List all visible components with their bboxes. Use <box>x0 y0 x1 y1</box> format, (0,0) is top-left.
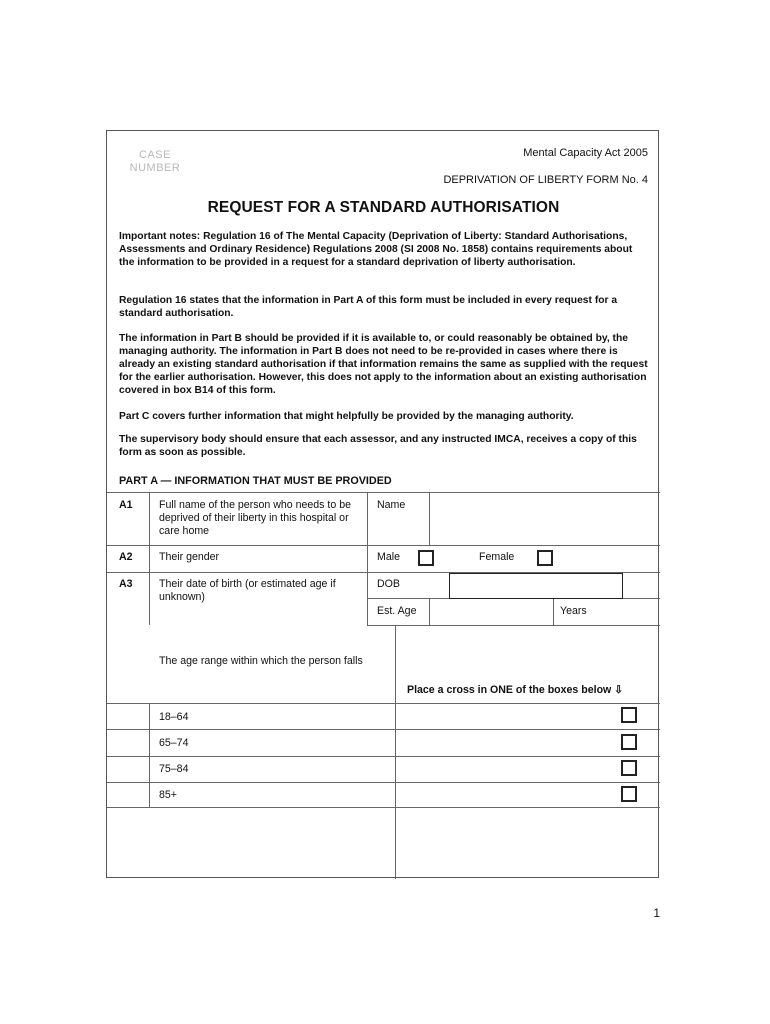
note-paragraph-3: The information in Part B should be provided if it is available to, or could reasonably be obtained by, the managing authority. The information in Part B does not need to be re-provided in cases where there is already an existing standard authorisation if that information remains the same as supplied with the request for the earlier authorisation. However, this does not apply to the information about an existing authorisation covered in box B14 of this form. <box>119 333 648 396</box>
dob-label: DOB <box>377 578 400 590</box>
est-age-label: Est. Age <box>377 605 417 617</box>
age-range-option: 75–84 <box>159 763 189 775</box>
table-rule <box>149 492 150 625</box>
age-range-instruction: Place a cross in ONE of the boxes below ⇩ <box>407 684 624 696</box>
a1-question: Full name of the person who needs to be deprived of their liberty in this hospital or care home <box>159 499 351 537</box>
note-paragraph-1: Important notes: Regulation 16 of The Mental Capacity (Deprivation of Liberty: Standard Authorisations, Assessments and Ordinary Residence) Regulations 2008 (SI 2008 No. 1858) contains requirements about the information to be provided in a request for a standard deprivation of liberty authorisation. <box>119 231 633 268</box>
table-rule <box>107 545 660 546</box>
case-number-label: CASE NUMBER <box>129 149 181 174</box>
form-name: DEPRIVATION OF LIBERTY FORM No. 4 <box>443 174 648 186</box>
row-id-a1: A1 <box>119 499 133 511</box>
table-rule <box>107 807 660 808</box>
age-range-checkbox[interactable] <box>621 707 637 723</box>
male-checkbox[interactable] <box>418 550 434 566</box>
row-id-a2: A2 <box>119 551 133 563</box>
table-rule <box>367 492 368 625</box>
est-age-field[interactable] <box>430 599 552 625</box>
note-paragraph-4: Part C covers further information that might helpfully be provided by the managing authority. <box>119 411 574 422</box>
female-label: Female <box>479 551 515 563</box>
age-range-checkbox[interactable] <box>621 786 637 802</box>
table-rule <box>395 625 396 879</box>
row-id-a3: A3 <box>119 578 133 590</box>
table-rule <box>367 625 660 626</box>
a2-question: Their gender <box>159 551 220 563</box>
form-page <box>106 130 659 878</box>
female-checkbox[interactable] <box>537 550 553 566</box>
a3-question: Their date of birth (or estimated age if unknown) <box>159 578 336 603</box>
male-label: Male <box>377 551 400 563</box>
table-rule <box>107 782 660 783</box>
act-name: Mental Capacity Act 2005 <box>523 147 648 159</box>
part-a-heading: PART A — INFORMATION THAT MUST BE PROVIDED <box>119 475 392 487</box>
page-number: 1 <box>653 906 660 920</box>
table-rule <box>107 703 660 704</box>
age-range-checkbox[interactable] <box>621 734 637 750</box>
table-rule <box>553 598 554 625</box>
name-label: Name <box>377 499 406 511</box>
form-title: REQUEST FOR A STANDARD AUTHORISATION <box>207 199 560 216</box>
age-range-option: 85+ <box>159 789 177 801</box>
age-range-label: The age range within which the person falls <box>159 655 363 667</box>
table-rule <box>107 756 660 757</box>
name-field[interactable] <box>430 493 659 545</box>
years-label: Years <box>560 605 587 617</box>
table-rule <box>107 729 660 730</box>
dob-field[interactable] <box>449 573 623 599</box>
note-paragraph-2: Regulation 16 states that the information in Part A of this form must be included in every request for a standard authorisation. <box>119 295 618 319</box>
age-range-checkbox[interactable] <box>621 760 637 776</box>
note-paragraph-5: The supervisory body should ensure that each assessor, and any instructed IMCA, receives a copy of this form as soon as possible. <box>119 434 637 458</box>
age-range-option: 65–74 <box>159 737 189 749</box>
table-rule <box>149 703 150 807</box>
age-range-option: 18–64 <box>159 711 189 723</box>
